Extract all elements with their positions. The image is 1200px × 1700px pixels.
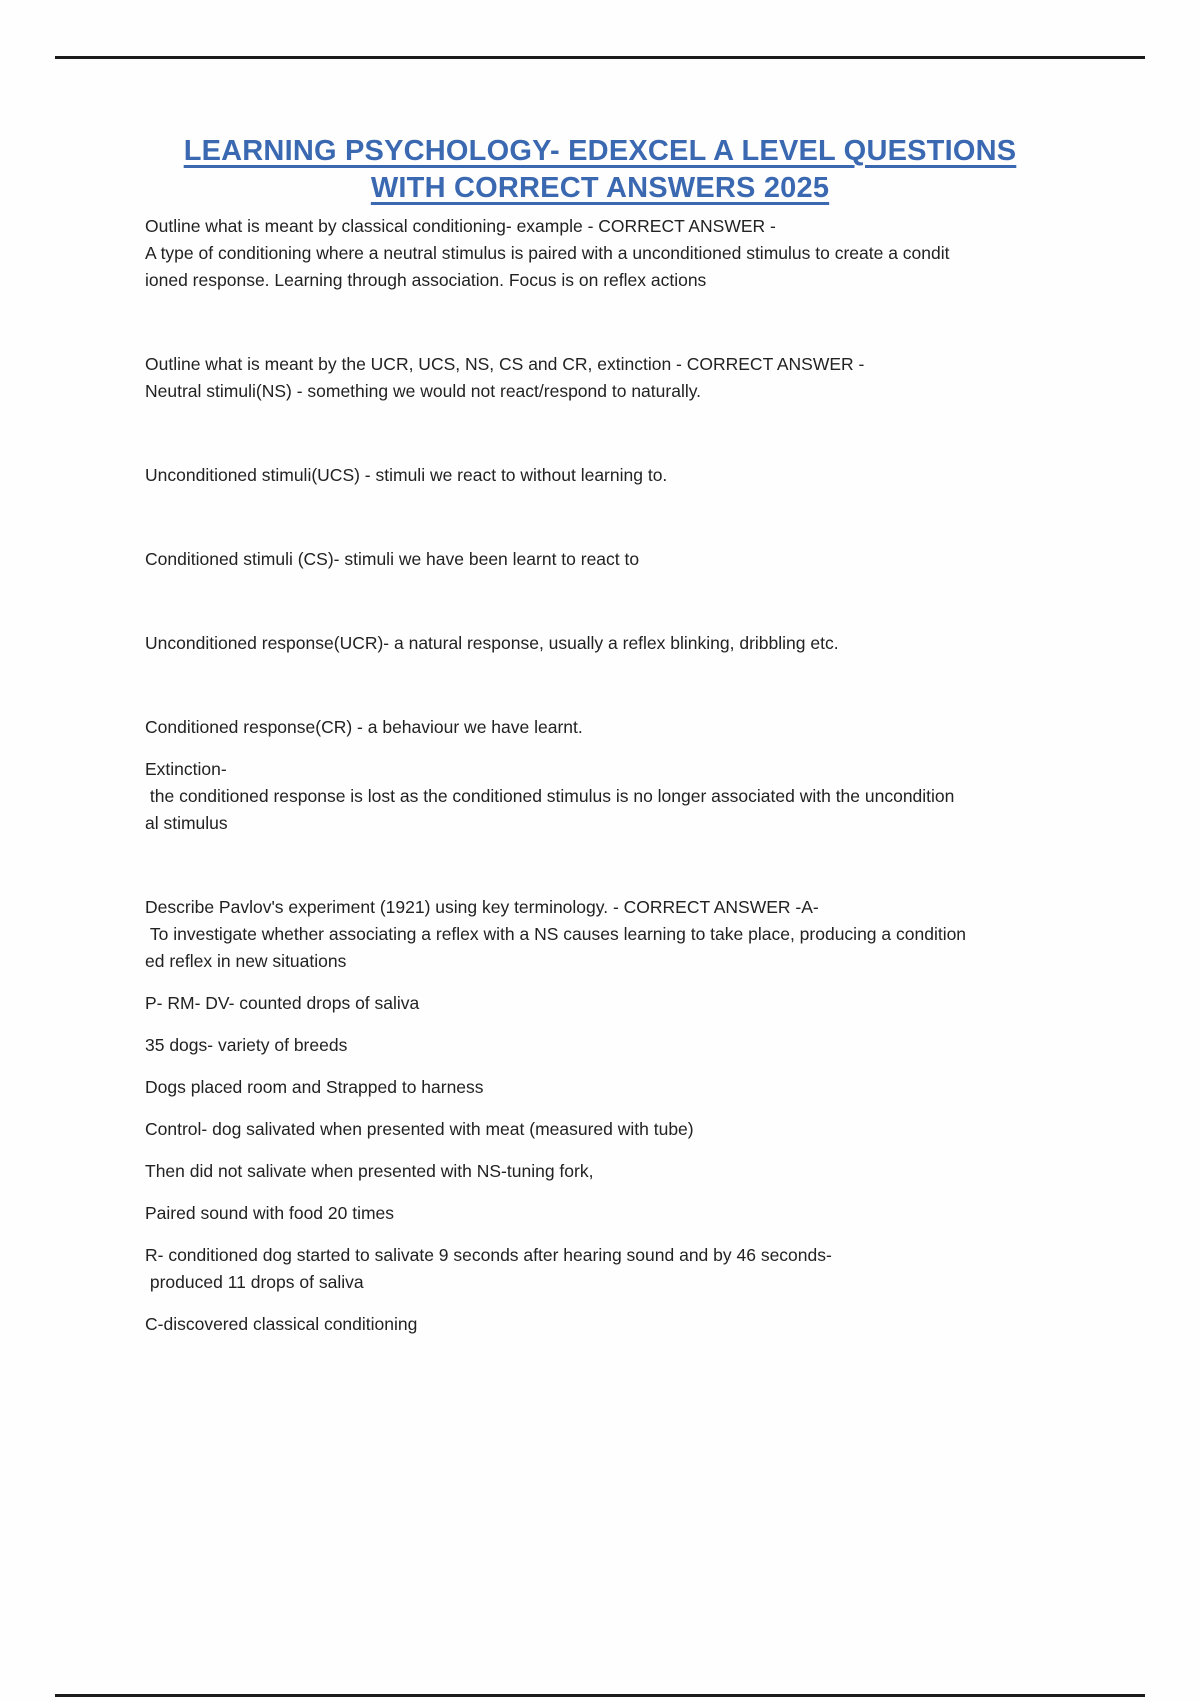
paragraph [145, 1200, 1090, 1227]
text-line: To investigate whether associating a reflex with a NS causes learning to take place, producing a condition [145, 924, 967, 944]
text-line: the conditioned response is lost as the conditioned stimulus is no longer associated with the uncondition [145, 786, 955, 806]
paragraph [145, 894, 1090, 975]
text-line: produced 11 drops of saliva [145, 1272, 364, 1292]
paragraph [145, 1032, 1090, 1059]
text-line: ioned response. Learning through association. Focus is on reflex actions [145, 270, 707, 290]
text-line: Extinction- [145, 759, 227, 779]
paragraph [145, 351, 1090, 405]
text-line: Dogs placed room and Strapped to harness [145, 1077, 484, 1097]
text-line: C-discovered classical conditioning [145, 1314, 418, 1334]
text-line: Conditioned stimuli (CS)- stimuli we have been learnt to react to [145, 549, 640, 569]
paragraph [145, 462, 1090, 489]
document-title-line-1: LEARNING PSYCHOLOGY- EDEXCEL A LEVEL QUESTIONS [183, 135, 1017, 167]
text-line: R- conditioned dog started to salivate 9 seconds after hearing sound and by 46 seconds- [145, 1245, 832, 1265]
text-line: Control- dog salivated when presented with meat (measured with tube) [145, 1119, 694, 1139]
text-line: Neutral stimuli(NS) - something we would not react/respond to naturally. [145, 381, 702, 401]
text-line: Outline what is meant by classical conditioning- example - CORRECT ANSWER - [145, 216, 776, 236]
paragraph [145, 546, 1090, 573]
text-line: Outline what is meant by the UCR, UCS, NS, CS and CR, extinction - CORRECT ANSWER - [145, 354, 865, 374]
text-line: Then did not salivate when presented with NS-tuning fork, [145, 1161, 594, 1181]
paragraph [145, 756, 1090, 837]
text-line: P- RM- DV- counted drops of saliva [145, 993, 420, 1013]
text-line: ed reflex in new situations [145, 951, 347, 971]
paragraph [145, 990, 1090, 1017]
text-line: Describe Pavlov's experiment (1921) using key terminology. - CORRECT ANSWER -A- [145, 897, 819, 917]
document-body [145, 213, 1090, 1338]
text-line: A type of conditioning where a neutral stimulus is paired with a unconditioned stimulus to create a condit [145, 243, 950, 263]
paragraph [145, 630, 1090, 657]
text-line: al stimulus [145, 813, 228, 833]
text-line: Unconditioned response(UCR)- a natural response, usually a reflex blinking, dribbling etc. [145, 633, 839, 653]
text-line: Paired sound with food 20 times [145, 1203, 395, 1223]
text-line: Unconditioned stimuli(UCS) - stimuli we react to without learning to. [145, 465, 668, 485]
paragraph [145, 714, 1090, 741]
text-line: 35 dogs- variety of breeds [145, 1035, 348, 1055]
paragraph [145, 1074, 1090, 1101]
bottom-border-line [55, 1694, 1145, 1697]
paragraph [145, 213, 1090, 294]
top-border-line [55, 56, 1145, 59]
paragraph [145, 1116, 1090, 1143]
text-line: Conditioned response(CR) - a behaviour we have learnt. [145, 717, 583, 737]
document-title [95, 133, 1105, 207]
paragraph [145, 1242, 1090, 1296]
paragraph [145, 1158, 1090, 1185]
paragraph [145, 1311, 1090, 1338]
document-title-line-2: WITH CORRECT ANSWERS 2025 [370, 172, 830, 204]
